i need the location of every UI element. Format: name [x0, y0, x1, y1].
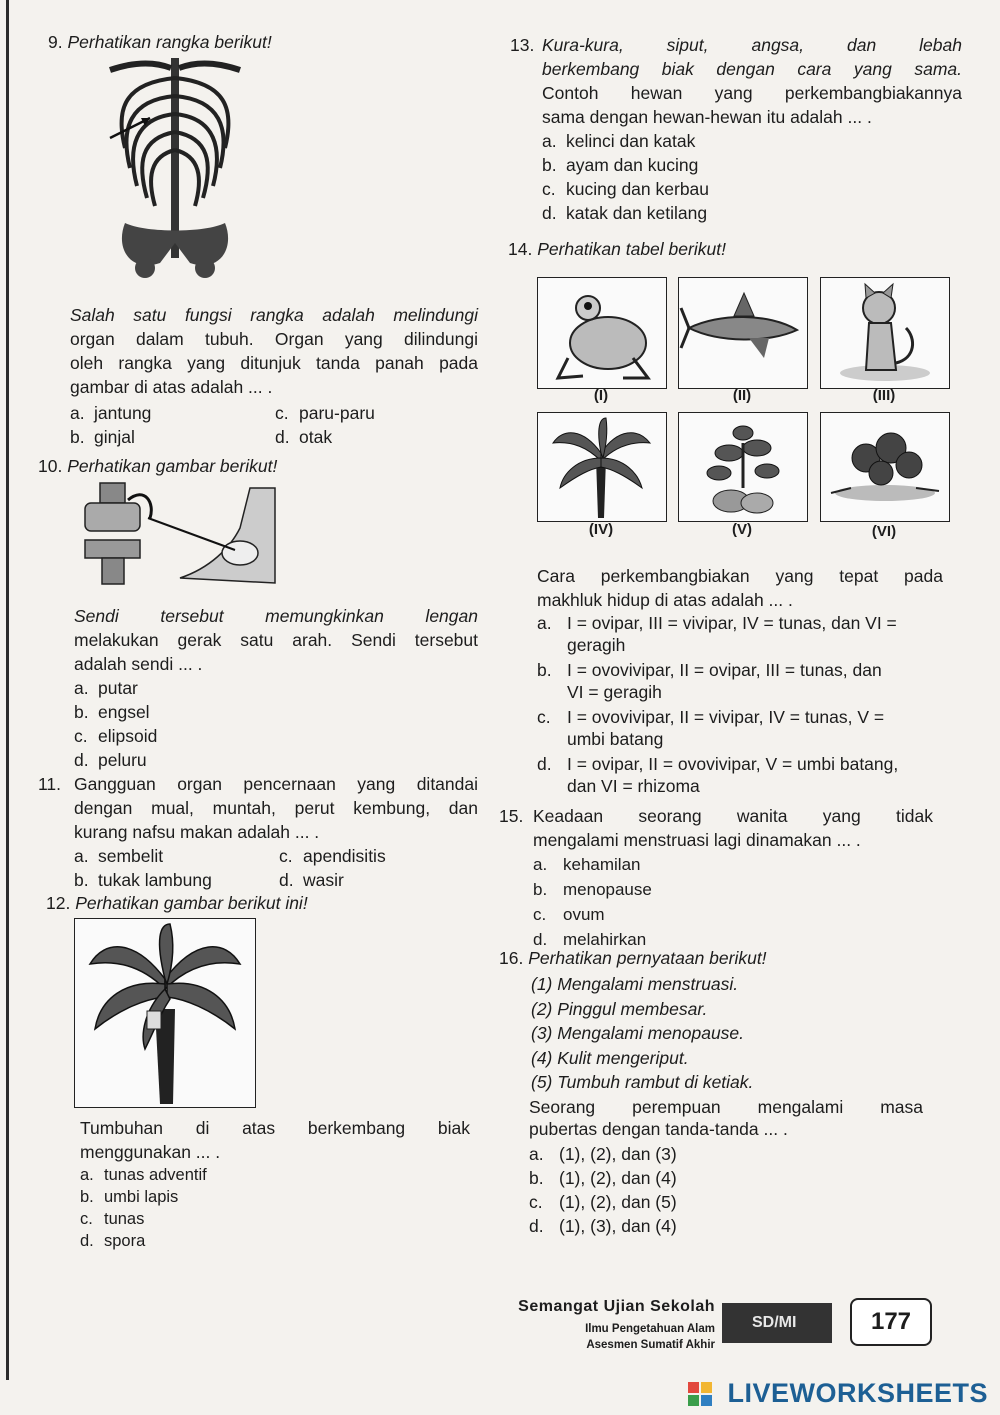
answer-options	[529, 1142, 923, 1238]
option-line: VI = geragih	[567, 682, 662, 702]
question-10	[38, 454, 478, 478]
cat-image	[821, 278, 949, 388]
option-text: kelinci dan katak	[566, 131, 696, 151]
text-line: Sendi tersebut memungkinkan lengan	[74, 606, 478, 626]
text-line: mengalami menstruasi lagi dinamakan ... .	[533, 830, 861, 850]
answer-options	[542, 129, 962, 225]
option-text: engsel	[98, 702, 150, 722]
option-letter: c.	[80, 1210, 93, 1228]
option-b[interactable]	[80, 1186, 470, 1208]
option-text: (1), (2), dan (5)	[559, 1192, 677, 1212]
footer-title: Semangat Ujian Sekolah	[518, 1298, 715, 1315]
question-number: 9.	[48, 32, 63, 52]
option-text: melahirkan	[563, 930, 647, 949]
option-text	[567, 753, 898, 797]
text-line: pubertas dengan tanda-tanda ... .	[529, 1119, 788, 1139]
option-text	[567, 612, 897, 656]
option-b[interactable]	[537, 659, 943, 703]
option-text: tunas	[104, 1210, 145, 1228]
question-number: 12.	[46, 893, 71, 913]
elbow-hinge-joint-image	[80, 478, 280, 588]
option-b[interactable]	[529, 1166, 923, 1190]
text-line: berkembang biak dengan cara yang sama.	[542, 59, 962, 79]
option-letter: a.	[74, 846, 89, 866]
statement-list	[531, 972, 931, 1095]
option-letter: a.	[542, 131, 557, 151]
text-line: Tumbuhan di atas berkembang biak	[80, 1118, 470, 1138]
option-letter: a.	[80, 1166, 94, 1184]
statement-item: (4) Kulit mengeriput.	[531, 1047, 689, 1068]
option-c[interactable]	[533, 902, 933, 927]
option-text: tukak lambung	[98, 870, 212, 890]
option-d[interactable]	[74, 748, 478, 772]
text-line: makhluk hidup di atas adalah ... .	[537, 590, 793, 610]
question-15	[499, 804, 933, 952]
option-text	[567, 706, 884, 750]
question-14	[508, 237, 948, 261]
option-a[interactable]	[70, 401, 275, 425]
option-letter: d.	[279, 870, 294, 890]
option-letter: b.	[80, 1188, 94, 1206]
option-text: katak dan ketilang	[566, 203, 708, 223]
statement-item: (3) Mengalami menopause.	[531, 1023, 745, 1043]
question-13	[510, 33, 962, 225]
palm-tree-image	[538, 413, 666, 521]
option-letter: b.	[74, 870, 89, 890]
option-c[interactable]	[537, 706, 943, 750]
text-line: sama dengan hewan-hewan itu adalah ... .	[542, 107, 872, 127]
option-a[interactable]	[542, 129, 962, 153]
option-line: I = ovovivipar, II = ovipar, III = tunas, dan	[567, 660, 882, 680]
option-text: spora	[104, 1232, 146, 1250]
option-line: I = ovipar, II = ovovivipar, V = umbi batang,	[567, 754, 899, 774]
page-number: 177	[850, 1298, 932, 1346]
question-14-text	[537, 564, 943, 612]
option-letter: a.	[70, 403, 85, 423]
option-letter: c.	[533, 905, 547, 924]
option-b[interactable]	[74, 700, 478, 724]
option-b[interactable]	[70, 425, 275, 449]
question-9-text	[70, 303, 478, 449]
text-line: dengan mual, muntah, perut kembung, dan	[74, 798, 478, 818]
option-letter: c.	[74, 726, 88, 746]
text-line: kurang nafsu makan adalah ... .	[74, 822, 320, 842]
question-14-options	[537, 612, 943, 797]
question-16-text	[529, 1096, 923, 1238]
option-b[interactable]	[74, 868, 279, 892]
option-text: ovum	[563, 905, 605, 924]
option-text: paru-paru	[299, 403, 375, 423]
option-line: umbi batang	[567, 729, 664, 749]
option-text: otak	[299, 427, 333, 447]
option-b[interactable]	[533, 877, 933, 902]
option-text: putar	[98, 678, 138, 698]
option-text: jantung	[94, 403, 152, 423]
frog-image-cell	[537, 277, 667, 389]
option-d[interactable]	[279, 868, 479, 892]
option-a[interactable]	[529, 1142, 923, 1166]
option-text: ginjal	[94, 427, 135, 447]
option-text: wasir	[303, 870, 344, 890]
option-letter: d.	[537, 754, 552, 774]
option-d[interactable]	[542, 201, 962, 225]
banana-tree-image-frame	[74, 918, 256, 1108]
option-d[interactable]	[275, 425, 475, 449]
option-text	[567, 659, 882, 703]
option-letter: c.	[529, 1192, 543, 1212]
text-line: oleh rangka yang ditunjuk tanda panah pada	[70, 353, 478, 373]
statement-item: (5) Tumbuh rambut di ketiak.	[531, 1072, 754, 1092]
text-line: Keadaan seorang wanita yang tidak	[533, 806, 933, 826]
option-a[interactable]	[80, 1164, 470, 1186]
statement-item: (2) Pinggul membesar.	[531, 998, 708, 1019]
banana-tree-image	[75, 919, 255, 1107]
option-text: kehamilan	[563, 855, 641, 874]
question-prompt: Perhatikan gambar berikut!	[67, 456, 278, 476]
question-12-text	[80, 1116, 470, 1252]
option-line: dan VI = rhizoma	[567, 776, 700, 796]
option-text: tunas adventif	[104, 1166, 207, 1184]
answer-options	[74, 844, 478, 892]
option-letter: b.	[529, 1168, 544, 1188]
option-text: kucing dan kerbau	[566, 179, 710, 199]
option-text: (1), (3), dan (4)	[559, 1216, 677, 1236]
question-number: 13.	[510, 35, 535, 55]
option-letter: a.	[74, 678, 89, 698]
option-letter: d.	[74, 750, 89, 770]
page-edge-line	[6, 0, 9, 1380]
answer-options	[533, 852, 933, 952]
option-a[interactable]	[74, 676, 478, 700]
caption-III: (III)	[872, 387, 896, 404]
option-letter: d.	[533, 930, 548, 949]
text-line: Salah satu fungsi rangka adalah melindungi	[70, 305, 478, 325]
question-11	[38, 772, 478, 892]
option-text: peluru	[98, 750, 147, 770]
footer-subject: Ilmu Pengetahuan Alam	[585, 1323, 715, 1335]
question-10-text	[74, 604, 478, 772]
option-letter: c.	[537, 707, 551, 727]
question-number: 16.	[499, 948, 524, 968]
option-letter: c.	[279, 846, 293, 866]
option-letter: a.	[537, 613, 552, 633]
option-letter: a.	[533, 855, 548, 874]
text-line: Cara perkembangbiakan yang tepat pada	[537, 566, 943, 586]
strawberry-plant-image-cell	[820, 412, 950, 522]
option-a[interactable]	[533, 852, 933, 877]
answer-options	[80, 1164, 470, 1252]
option-line: I = ovipar, III = vivipar, IV = tunas, dan VI =	[567, 613, 897, 633]
option-letter: b.	[74, 702, 89, 722]
text-line: Kura-kura, siput, angsa, dan lebah	[542, 35, 962, 55]
option-text: (1), (2), dan (4)	[559, 1168, 677, 1188]
liveworksheets-logo-icon	[688, 1382, 712, 1406]
level-badge: SD/MI	[722, 1303, 832, 1343]
option-line: I = ovovivipar, II = vivipar, IV = tunas, V =	[567, 707, 885, 727]
caption-VI: (VI)	[871, 523, 897, 540]
option-letter: a.	[529, 1144, 544, 1164]
option-letter: c.	[275, 403, 289, 423]
question-number: 10.	[38, 456, 63, 476]
text-line: menggunakan ... .	[80, 1142, 221, 1162]
potato-plant-image-cell	[678, 412, 808, 522]
option-letter: b.	[537, 660, 552, 680]
option-letter: d.	[80, 1232, 94, 1250]
option-text: (1), (2), dan (3)	[559, 1144, 677, 1164]
text-line: Seorang perempuan mengalami masa	[529, 1097, 923, 1117]
option-text: apendisitis	[303, 846, 386, 866]
option-a[interactable]	[74, 844, 279, 868]
option-d[interactable]	[537, 753, 943, 797]
caption-V: (V)	[732, 521, 752, 538]
option-letter: b.	[542, 155, 557, 175]
shark-image	[679, 278, 807, 388]
answer-options	[74, 676, 478, 772]
liveworksheets-watermark[interactable]: LIVEWORKSHEETS	[727, 1378, 988, 1408]
question-9	[48, 30, 478, 54]
option-c[interactable]	[529, 1190, 923, 1214]
option-c[interactable]	[275, 401, 475, 425]
question-prompt: Perhatikan pernyataan berikut!	[528, 948, 767, 968]
potato-plant-image	[679, 413, 807, 521]
option-letter: d.	[542, 203, 557, 223]
text-line: gambar di atas adalah ... .	[70, 377, 273, 397]
option-text: sembelit	[98, 846, 164, 866]
question-prompt: Perhatikan rangka berikut!	[67, 32, 272, 52]
option-line: geragih	[567, 635, 626, 655]
question-12	[46, 891, 476, 915]
question-number: 11.	[38, 774, 62, 794]
text-line: Contoh hewan yang perkembangbiakannya	[542, 83, 962, 103]
option-c[interactable]	[542, 177, 962, 201]
option-letter: b.	[533, 880, 548, 899]
option-letter: b.	[70, 427, 85, 447]
text-line: melakukan gerak satu arah. Sendi tersebut	[74, 630, 478, 650]
option-text: elipsoid	[98, 726, 158, 746]
option-letter: d.	[275, 427, 290, 447]
option-c[interactable]	[279, 844, 479, 868]
option-letter: c.	[542, 179, 556, 199]
statement-item: (1) Mengalami menstruasi.	[531, 974, 739, 994]
question-16	[499, 946, 939, 970]
caption-IV: (IV)	[588, 521, 614, 538]
option-d[interactable]	[529, 1214, 923, 1238]
question-prompt: Perhatikan tabel berikut!	[537, 239, 726, 259]
cat-image-cell	[820, 277, 950, 389]
caption-I: (I)	[593, 387, 609, 404]
text-line: organ dalam tubuh. Organ yang dilindungi	[70, 329, 478, 349]
option-text: menopause	[563, 880, 652, 899]
text-line: Gangguan organ pencernaan yang ditandai	[74, 774, 478, 794]
frog-image	[538, 278, 666, 388]
answer-options	[70, 401, 478, 449]
shark-image-cell	[678, 277, 808, 389]
option-text: ayam dan kucing	[566, 155, 699, 175]
option-c[interactable]	[80, 1208, 470, 1230]
question-number: 14.	[508, 239, 533, 259]
option-d[interactable]	[80, 1230, 470, 1252]
text-line: adalah sendi ... .	[74, 654, 203, 674]
footer-assessment: Asesmen Sumatif Akhir	[586, 1339, 715, 1351]
option-letter: d.	[529, 1216, 544, 1236]
caption-II: (II)	[732, 387, 752, 404]
option-text: umbi lapis	[104, 1188, 179, 1206]
option-b[interactable]	[542, 153, 962, 177]
question-prompt: Perhatikan gambar berikut ini!	[75, 893, 308, 913]
strawberry-plant-image	[821, 413, 949, 521]
option-c[interactable]	[74, 724, 478, 748]
palm-tree-image-cell	[537, 412, 667, 522]
skeleton-ribcage-image	[105, 58, 245, 288]
option-a[interactable]	[537, 612, 943, 656]
question-number: 15.	[499, 806, 524, 826]
